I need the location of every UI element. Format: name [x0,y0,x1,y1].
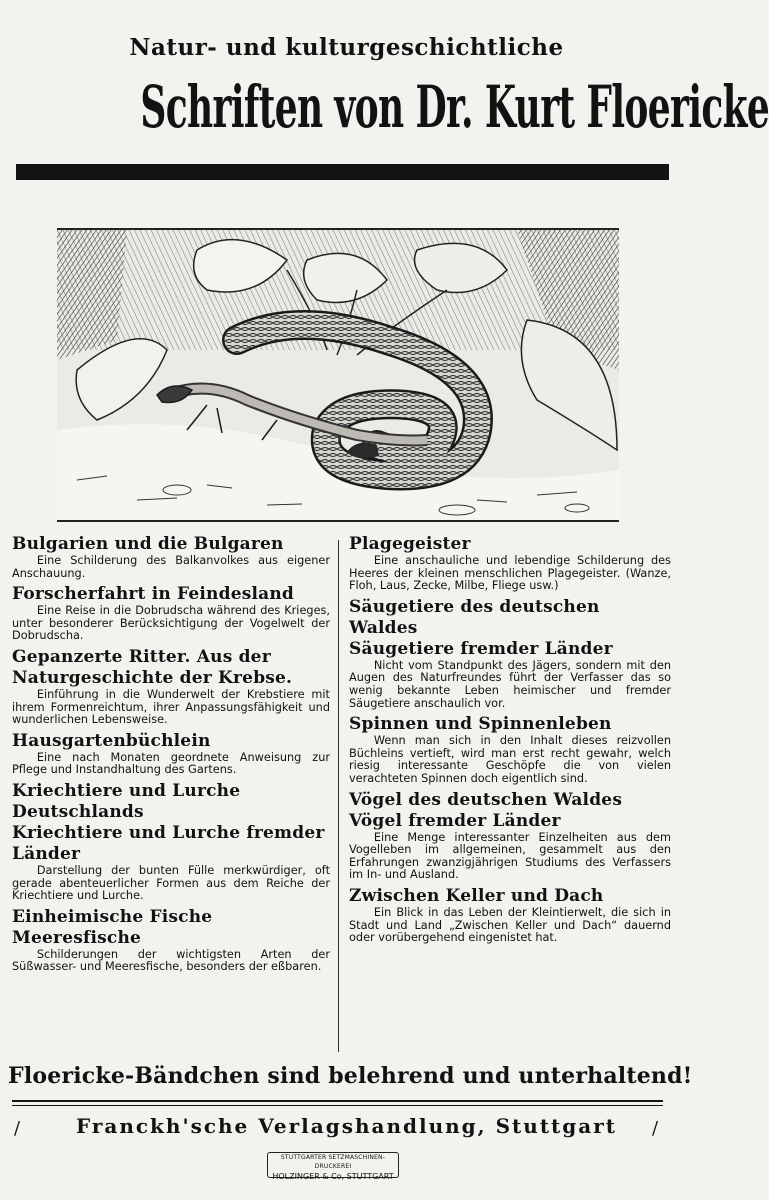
book-description: Einführung in die Wunderwelt der Krebstiere mit ihrem Formenreichtum, ihrer Anpassungsfähigkeit und wunderlichen Lebensweise. [12,687,330,727]
book-description: Wenn man sich in den Inhalt dieses reizvollen Büchleins vertieft, wird man erst recht gewahr, welch riesig interessante Geschöpfe die von vielen verachteten Spinnen doch eigentlich sind. [349,734,671,785]
book-title: Einheimische Fische [12,906,213,927]
book-title: Spinnen und Spinnenleben [349,714,612,735]
column-divider [338,540,339,1052]
book-title-secondary: Kriechtiere und Lurche fremder Länder [12,822,325,864]
title-underline-bar [16,164,669,180]
page-title: Schriften von Dr. Kurt Floericke [140,73,769,141]
book-entry-kriechtiere [12,781,330,903]
book-description: Darstellung der bunten Fülle merkwürdiger, oft gerade abenteuerlicher Formen aus dem Reiche der Kriechtiere und Lurche. [12,863,330,903]
book-entry-voegel [349,790,671,882]
book-title: Bulgarien und die Bulgaren [12,534,284,554]
book-title: Hausgartenbüchlein [12,730,211,751]
book-title-secondary: Vögel fremder Länder [349,810,561,831]
book-title: Zwischen Keller und Dach [349,885,604,906]
snake-lizard-illustration [57,228,619,522]
book-description: Schilderungen der wichtigsten Arten der Süßwasser- und Meeresfische, besonders der eßbaren. [12,947,330,974]
book-entry-forscherfahrt [12,584,330,643]
book-entry-fische [12,907,330,974]
book-title: Forscherfahrt in Feindesland [12,584,295,605]
book-title-secondary: Meeresfische [12,927,142,948]
book-entry-hausgartenbuechlein [12,731,330,777]
book-title: Kriechtiere und Lurche Deutschlands [12,780,241,822]
book-title-secondary: Säugetiere fremder Länder [349,638,613,659]
book-entry-keller-dach [349,886,671,945]
book-description: Ein Blick in das Leben der Kleintierwelt, die sich in Stadt und Land „Zwischen Keller und Dach“ dauernd oder vorübergehend eingenistet hat. [349,905,671,945]
book-title: Plagegeister [349,534,471,554]
book-description: Eine anschauliche und lebendige Schilderung des Heeres der kleinen menschlichen Plagegeister. (Wanze, Floh, Laus, Zecke, Milbe, Fliege usw.) [349,554,671,593]
printer-imprint-box [267,1152,399,1181]
book-description: Eine Reise in die Dobrudscha während des Krieges, unter besonderer Berücksichtigung der Vogelwelt der Dobrudscha. [12,604,330,643]
left-column [12,534,330,978]
slash-ornament-right: / [652,1118,659,1139]
book-description: Eine Schilderung des Balkanvolkes aus eigener Anschauung. [12,554,330,580]
book-description: Nicht vom Standpunkt des Jägers, sondern mit den Augen des Naturfreundes führt der Verfasser das so wenig bekannte Leben heimischer und fremder Säugetiere anschaulich vor. [349,658,671,710]
slash-ornament-left: / [14,1118,21,1139]
slogan: Floericke-Bändchen sind belehrend und unterhaltend! [8,1063,693,1089]
publisher-name: Franckh'sche Verlagshandlung, Stuttgart [75,1114,618,1138]
footer-rule-top [12,1100,663,1102]
book-entry-saeugetiere [349,597,671,710]
book-title: Säugetiere des deutschen Waldes [349,596,600,638]
page-subtitle: Natur- und kulturgeschichtliche [129,34,564,61]
book-entry-bulgarien [12,534,330,580]
footer-rule-thin [12,1105,663,1106]
book-description: Eine Menge interessanter Einzelheiten aus dem Vogelleben im allgemeinen, gesammelt aus den Erfahrungen zwanzigjährigen Studiums des Verfassers im In- und Ausland. [349,830,671,882]
book-entry-gepanzerte-ritter [12,647,330,727]
book-entry-plagegeister [349,534,671,593]
printer-line-1: STUTTGARTER SETZMASCHINEN-DRUCKEREI [280,1154,386,1170]
book-description: Eine nach Monaten geordnete Anweisung zur Pflege und Instandhaltung des Gartens. [12,750,330,777]
book-title: Vögel des deutschen Waldes [349,789,623,810]
book-entry-spinnen [349,714,671,785]
printer-line-2: HOLZINGER & Co, STUTTGART [272,1172,394,1181]
right-column [349,534,671,949]
book-title: Gepanzerte Ritter. Aus der Naturgeschichte der Krebse. [12,646,293,688]
